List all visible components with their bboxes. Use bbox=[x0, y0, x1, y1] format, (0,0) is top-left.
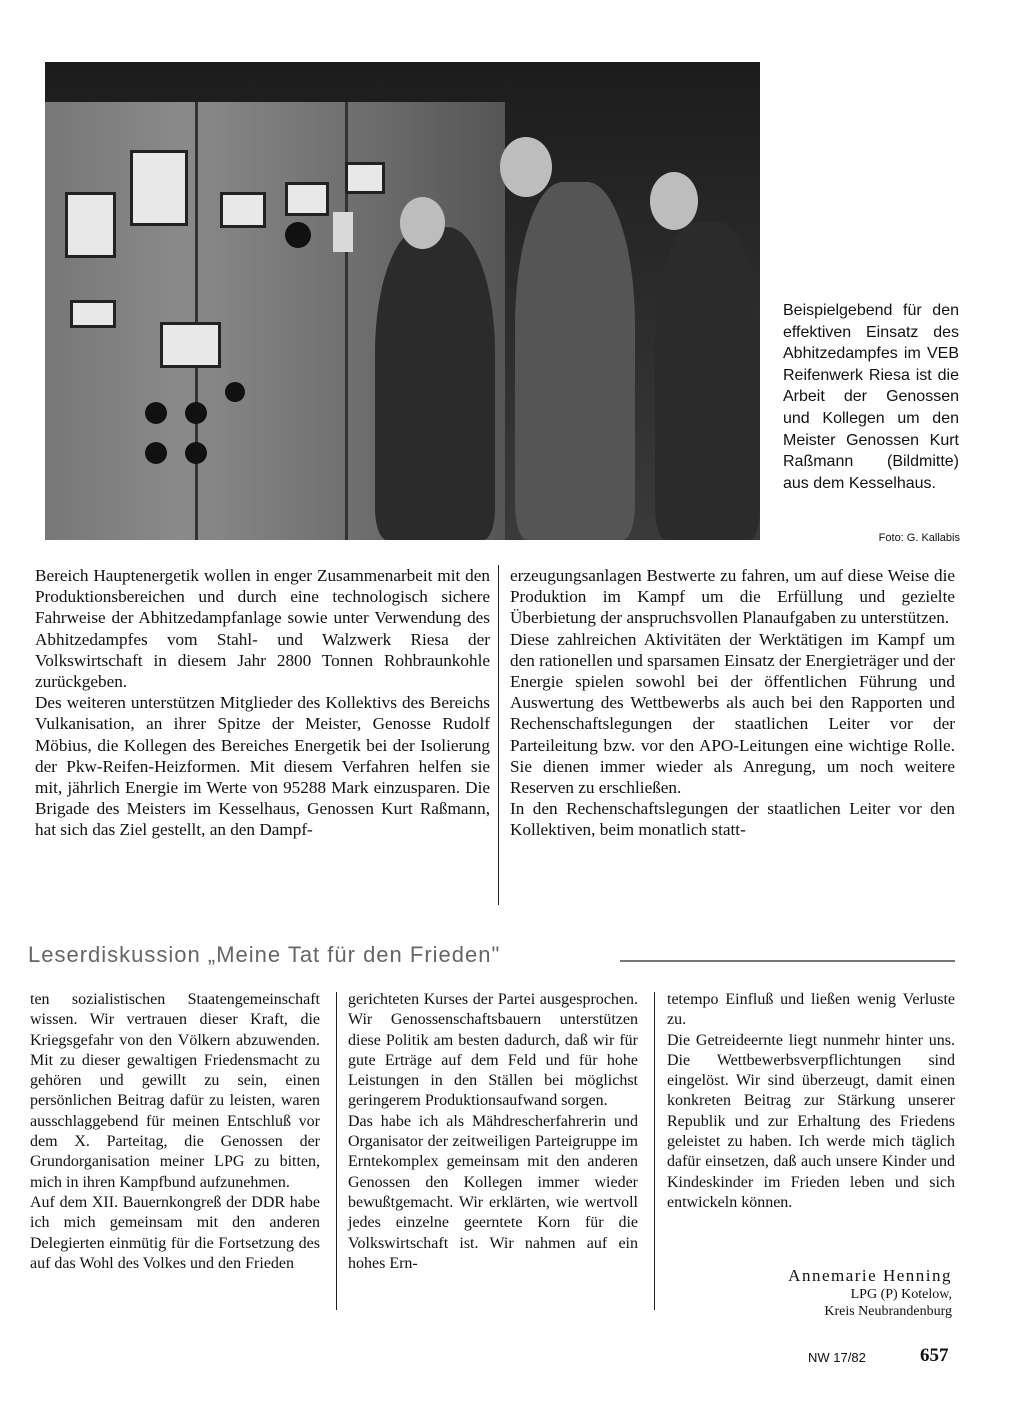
photo-caption: Beispielgebend für den effektiven Einsatz des Abhitzedampfes im VEB Reifenwerk Riesa ist die Arbeit der Genossen und Kollegen um den Meister Genossen Kurt Raßmann (Bildmitte) aus dem Kesselhaus. bbox=[783, 302, 959, 492]
column-divider bbox=[498, 565, 499, 905]
worker-left bbox=[375, 227, 495, 540]
worker-center-head bbox=[500, 137, 552, 197]
worker-center bbox=[515, 182, 635, 540]
article-column-left: Bereich Hauptenergetik wollen in enger Zusammenarbeit mit den Produktionsbereichen und durch eine technologisch sichere Fahrweise der Abhitzedampfanlage sowie unter Verwendung des Abhitzedampfes vom Stahl- und Walzwerk Riesa der Volkswirtschaft in diesem Jahr 2800 Tonnen Rohbraunkohle zurückgeben. Des weiteren unterstützen Mitglieder des Kollektivs des Bereichs Vulkanisation, an ihrer Spitze der Meister, Genosse Rudolf Möbius, die Kollegen des Bereiches Energetik bei der Isolierung der Pkw-Reifen-Heizformen. Mit diesem Verfahren helfen sie mit, jährlich Energie im Werte von 95288 Mark einzusparen. Die Brigade des Meisters im Kesselhaus, Genossen Kurt Raßmann, hat sich das Ziel gestellt, an den Dampf- bbox=[35, 566, 490, 840]
knob bbox=[145, 402, 167, 424]
gauge bbox=[220, 192, 266, 228]
knob bbox=[185, 402, 207, 424]
wall-sign bbox=[333, 212, 353, 252]
gauge bbox=[285, 182, 329, 216]
heading-rule bbox=[620, 960, 955, 962]
worker-right bbox=[655, 222, 760, 540]
issue-reference: NW 17/82 bbox=[808, 1350, 866, 1365]
letter-column-2: gerichteten Kurses der Partei ausgesprochen. Wir Genossenschaftsbauern unterstützen diese Politik am besten dadurch, daß wir für gute Erträge auf dem Feld und für hohe Leistungen in den Ställen bei möglichst geringerem Produktionsaufwand sorgen. Das habe ich als Mähdrescherfahrerin und Organisator der zeitweiligen Parteigruppe im Erntekomplex gemeinsam mit den anderen Genossen den Kollegen immer wieder bewußtgemacht. Wir erklärten, wie wertvoll jedes einzelne geerntete Korn für die Volkswirtschaft ist. Wir nahmen auf ein hohes Ern- bbox=[348, 991, 638, 1272]
column-divider bbox=[654, 992, 655, 1310]
gauge bbox=[130, 150, 188, 226]
panel-seam bbox=[195, 102, 198, 540]
letter-column-3: tetempo Einfluß und ließen wenig Verluste zu. Die Getreideernte liegt nunmehr hinter uns. Die Wettbewerbsverpflichtungen sind eingelöst. Wir sind überzeugt, damit einen konkreten Beitrag zur Stärkung unserer Republik und zur Erhaltung des Friedens geleistet zu haben. Ich werde mich täglich dafür einsetzen, daß auch unsere Kinder und Kindeskinder im Frieden leben und sich entwickeln können. bbox=[667, 991, 955, 1211]
page-number: 657 bbox=[920, 1345, 949, 1366]
worker-left-head bbox=[400, 197, 445, 249]
author-district: Kreis Neubrandenburg bbox=[824, 1304, 952, 1319]
gauge bbox=[65, 192, 116, 258]
letter-column-1: ten sozialistischen Staatengemeinschaft wissen. Wir vertrauen dieser Kraft, die Kriegsgefahr von den Völkern abzuwenden. Mit zu dieser gewaltigen Friedensmacht zu gehören und gewillt zu sein, einen persönlichen Beitrag dafür zu leisten, waren ausschlaggebend für meinen Entschluß vor dem X. Parteitag, die Genossen der Grundorganisation meiner LPG zu bitten, mich in ihren Kampfbund aufzunehmen. Auf dem XII. Bauernkongreß der DDR habe ich mich gemeinsam mit den anderen Delegierten einmütig für die Fortsetzung des auf das Wohl des Volkes und den Frieden bbox=[30, 991, 320, 1272]
gauge bbox=[160, 322, 221, 368]
article-column-right: erzeugungsanlagen Bestwerte zu fahren, um auf diese Weise die Produktion im Kampf um die Erfüllung und gezielte Überbietung der anspruchsvollen Planaufgaben zu unterstützen. Diese zahlreichen Aktivitäten der Werktätigen im Kampf um den rationellen und sparsamen Einsatz der Energieträger und der Energie spielen sowohl bei der öffentlichen Führung und Auswertung des Wettbewerbs als auch bei den Rapporten und Rechenschaftslegungen der staatlichen Leiter vor der Parteileitung bzw. vor den APO-Leitungen eine wichtige Rolle. Sie dienen immer wieder als Anregung, um noch weitere Reserven zu erschließen. In den Rechenschaftslegungen der staatlichen Leiter vor den Kollektiven, beim monatlich statt- bbox=[510, 566, 955, 840]
knob bbox=[225, 382, 245, 402]
gauge bbox=[70, 300, 116, 328]
section-heading: Leserdiskussion „Meine Tat für den Frieden" bbox=[28, 942, 501, 967]
photo-credit: Foto: G. Kallabis bbox=[878, 532, 960, 544]
signature-block bbox=[700, 1266, 952, 1320]
worker-right-head bbox=[650, 172, 698, 230]
column-divider bbox=[336, 992, 337, 1310]
control-room-photo bbox=[45, 62, 760, 540]
gauge bbox=[345, 162, 385, 194]
knob bbox=[185, 442, 207, 464]
author-affiliation: LPG (P) Kotelow, bbox=[850, 1287, 952, 1302]
knob bbox=[285, 222, 311, 248]
author-name: Annemarie Henning bbox=[788, 1266, 952, 1285]
knob bbox=[145, 442, 167, 464]
